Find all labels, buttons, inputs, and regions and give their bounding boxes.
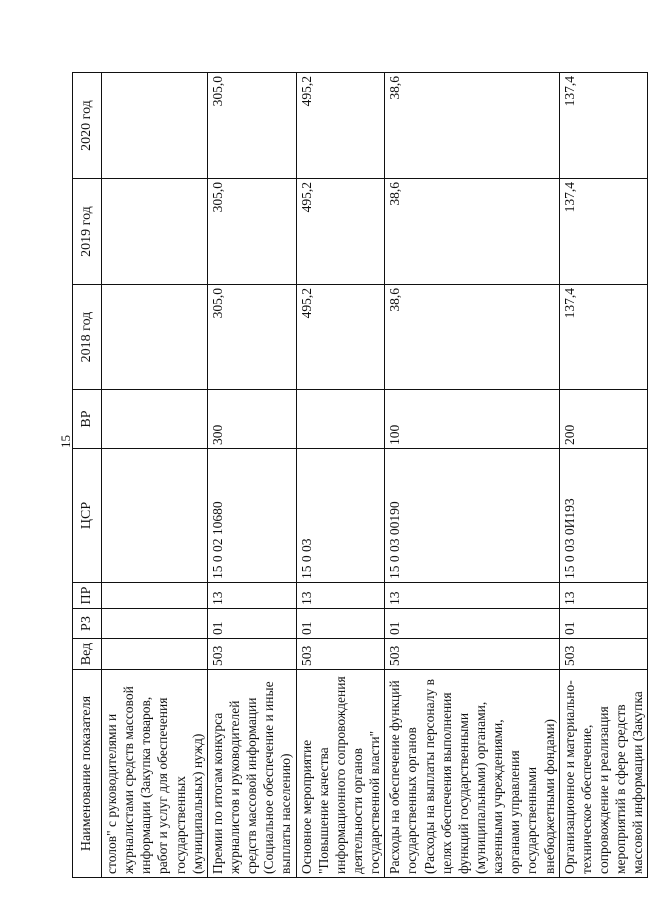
cell-2018 bbox=[102, 285, 208, 390]
cell-pr: 13 bbox=[559, 583, 648, 609]
cell-name: Премии по итогам конкурса журналистов и руководителей средств массовой информации (Социальное обеспечение и иные выплаты населению) bbox=[207, 670, 296, 878]
cell-ved: 503 bbox=[296, 639, 385, 670]
table-row bbox=[559, 73, 648, 878]
cell-pr: 13 bbox=[207, 583, 296, 609]
header-vr: ВР bbox=[73, 390, 102, 449]
cell-2020 bbox=[102, 73, 208, 179]
cell-2020: 137,4 bbox=[559, 73, 648, 179]
cell-2019: 305,0 bbox=[207, 179, 296, 285]
cell-vr: 100 bbox=[385, 390, 559, 449]
cell-2019: 137,4 bbox=[559, 179, 648, 285]
header-2018: 2018 год bbox=[73, 285, 102, 390]
cell-vr: 200 bbox=[559, 390, 648, 449]
cell-vr bbox=[102, 390, 208, 449]
cell-2018: 38,6 bbox=[385, 285, 559, 390]
table-row bbox=[207, 73, 296, 878]
cell-csr: 15 0 03 bbox=[296, 449, 385, 583]
header-rz: РЗ bbox=[73, 609, 102, 639]
cell-2018: 495,2 bbox=[296, 285, 385, 390]
cell-name: столов" с руководителями и журналистами средств массовой информации (Закупка товаров, работ и услуг для обеспечения государственных (муниципальных) нужд) bbox=[102, 670, 208, 878]
cell-2020: 495,2 bbox=[296, 73, 385, 179]
budget-table bbox=[72, 72, 648, 878]
cell-2020: 305,0 bbox=[207, 73, 296, 179]
cell-name: Организационное и материально-техническое обеспечение, сопровождение и реализация мероприятий в сфере средств массовой информации (Закупка bbox=[559, 670, 648, 878]
cell-csr: 15 0 03 0И193 bbox=[559, 449, 648, 583]
cell-pr: 13 bbox=[296, 583, 385, 609]
cell-2019: 38,6 bbox=[385, 179, 559, 285]
table-row bbox=[385, 73, 559, 878]
cell-ved: 503 bbox=[207, 639, 296, 670]
cell-rz bbox=[102, 609, 208, 639]
cell-ved bbox=[102, 639, 208, 670]
header-pr: ПР bbox=[73, 583, 102, 609]
header-2019: 2019 год bbox=[73, 179, 102, 285]
page-number: 15 bbox=[58, 435, 73, 448]
cell-ved: 503 bbox=[385, 639, 559, 670]
table-row bbox=[102, 73, 208, 878]
header-csr: ЦСР bbox=[73, 449, 102, 583]
cell-2020: 38,6 bbox=[385, 73, 559, 179]
cell-2019 bbox=[102, 179, 208, 285]
cell-csr bbox=[102, 449, 208, 583]
cell-rz: 01 bbox=[207, 609, 296, 639]
cell-2018: 137,4 bbox=[559, 285, 648, 390]
cell-ved: 503 bbox=[559, 639, 648, 670]
rotated-table-wrapper bbox=[72, 73, 648, 878]
cell-rz: 01 bbox=[385, 609, 559, 639]
header-name: Наименование показателя bbox=[73, 670, 102, 878]
header-2020: 2020 год bbox=[73, 73, 102, 179]
header-ved: Вед bbox=[73, 639, 102, 670]
cell-csr: 15 0 02 10680 bbox=[207, 449, 296, 583]
cell-pr bbox=[102, 583, 208, 609]
table-row bbox=[296, 73, 385, 878]
table-header-row bbox=[73, 73, 102, 878]
cell-vr: 300 bbox=[207, 390, 296, 449]
cell-vr bbox=[296, 390, 385, 449]
cell-rz: 01 bbox=[559, 609, 648, 639]
cell-name: Основное мероприятие "Повышение качества информационного сопровождения деятельности органов государственной власти" bbox=[296, 670, 385, 878]
cell-rz: 01 bbox=[296, 609, 385, 639]
cell-name: Расходы на обеспечение функций государственных органов (Расходы на выплаты персоналу в целях обеспечения выполнения функций государственными (муниципальными) органами, казенными учреждениями, органами управления государственными внебюджетными фондами) bbox=[385, 670, 559, 878]
cell-2019: 495,2 bbox=[296, 179, 385, 285]
cell-csr: 15 0 03 00190 bbox=[385, 449, 559, 583]
cell-pr: 13 bbox=[385, 583, 559, 609]
cell-2018: 305,0 bbox=[207, 285, 296, 390]
